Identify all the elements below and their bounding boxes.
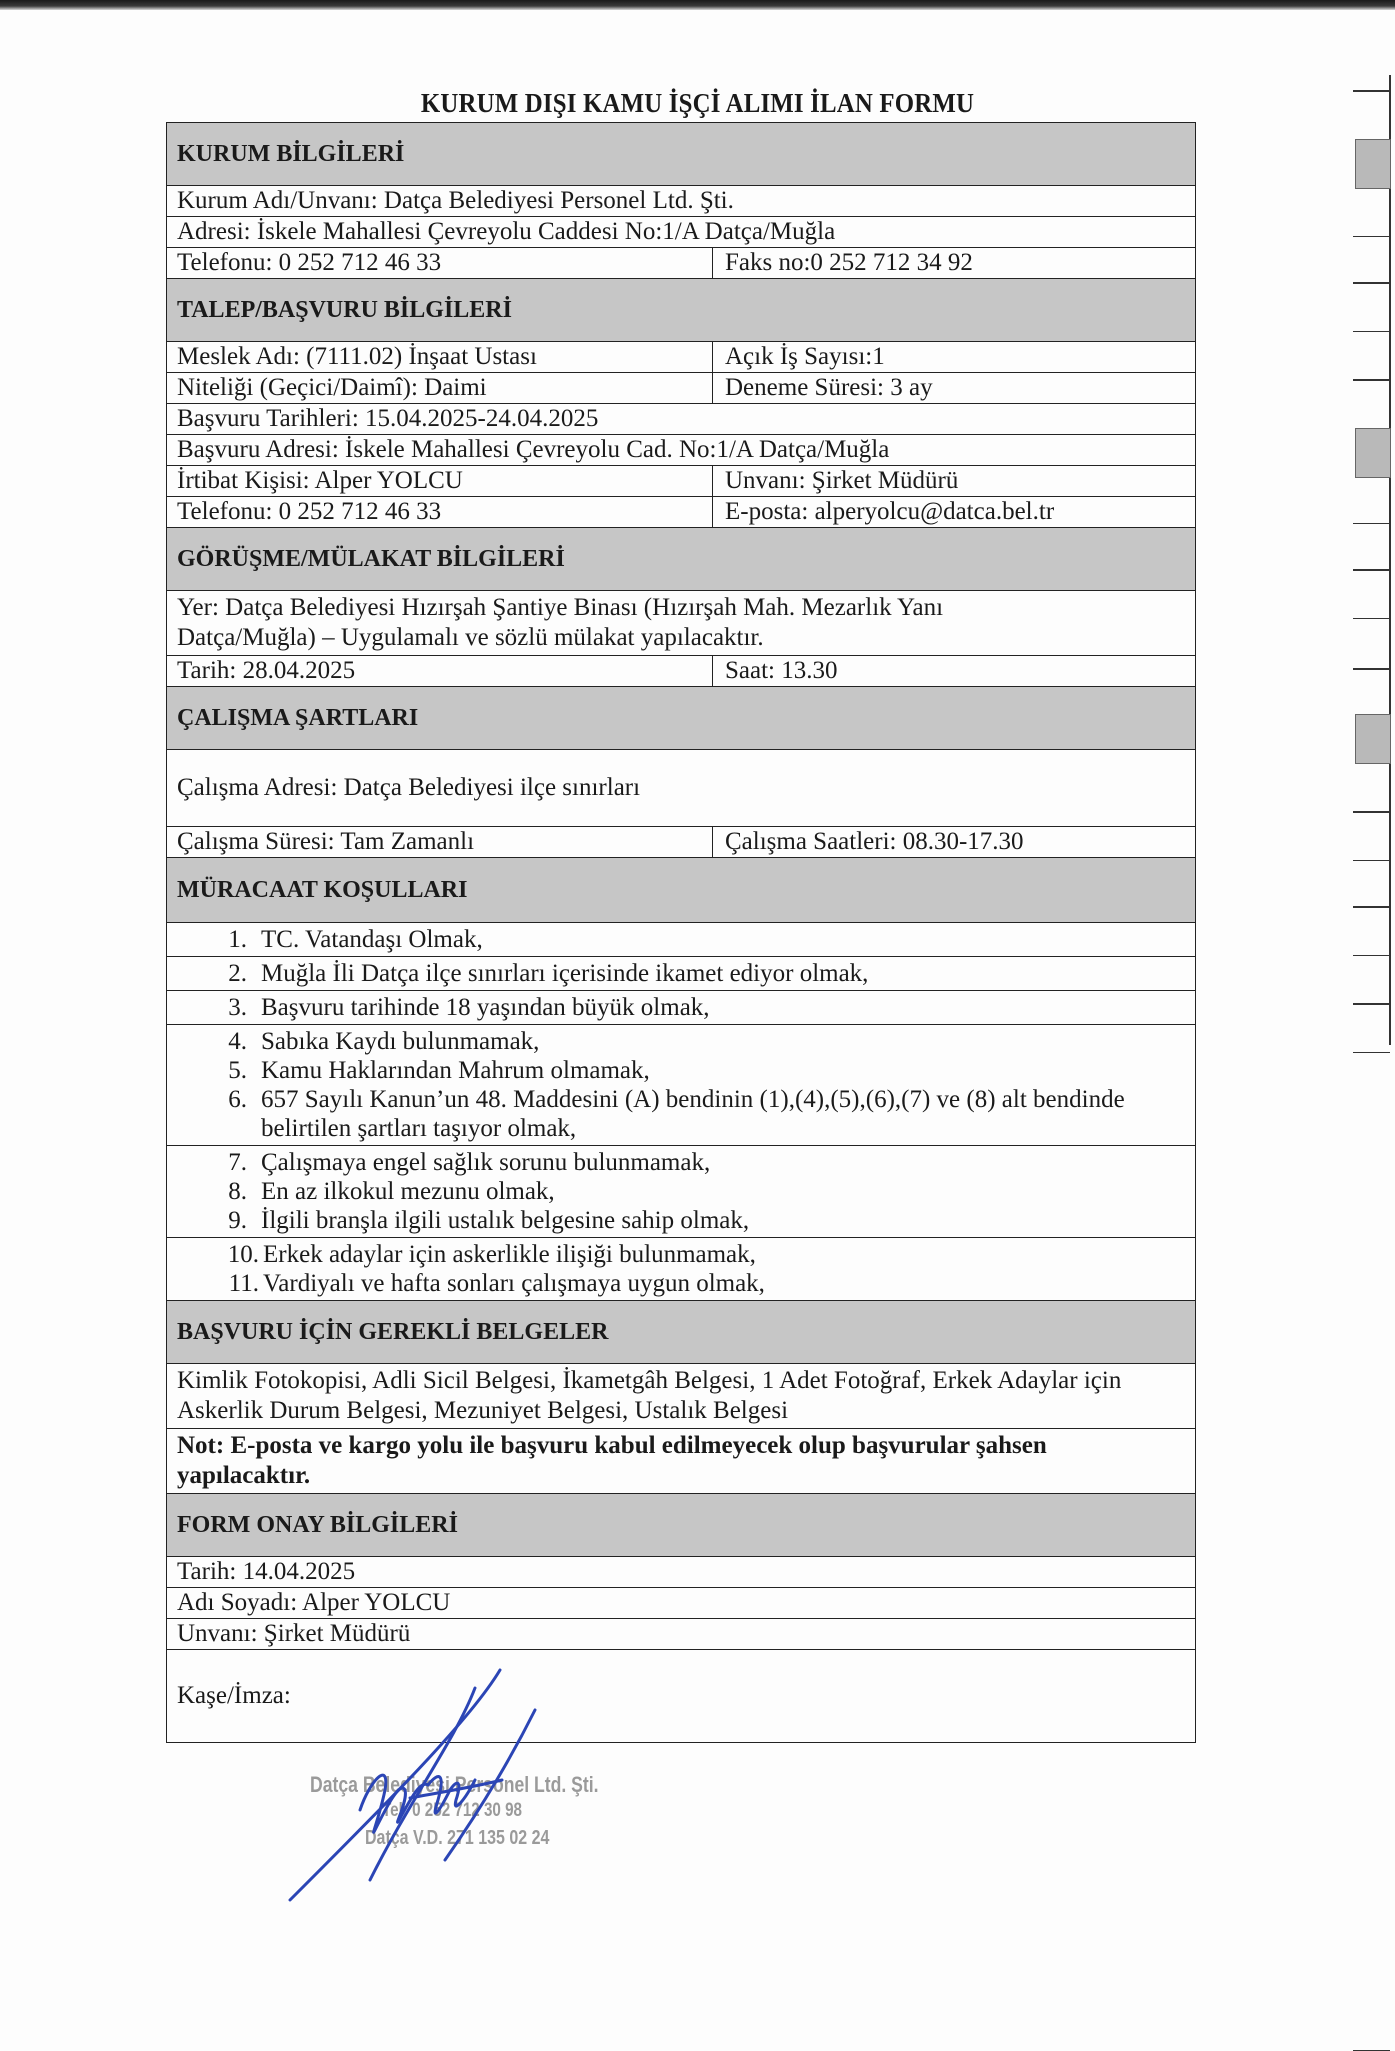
strip-gray-block <box>1355 428 1391 478</box>
requirement-item: 10. Erkek adaylar için askerlikle ilişiği bulunmamak, <box>227 1241 756 1268</box>
section-header-calisma: ÇALIŞMA ŞARTLARI <box>167 687 1195 750</box>
strip-tick <box>1353 1003 1390 1005</box>
signature-label: Kaşe/İmza: <box>177 1682 291 1709</box>
job-nature: Niteliği (Geçici/Daimî): Daimi <box>167 373 713 403</box>
section-header-kurum: KURUM BİLGİLERİ <box>167 123 1195 186</box>
row-approval-date <box>167 1557 1195 1588</box>
section-header-belgeler: BAŞVURU İÇİN GEREKLİ BELGELER <box>167 1301 1195 1364</box>
row-contact-phone <box>167 497 1195 528</box>
approver-name: Adı Soyadı: Alper YOLCU <box>177 1589 451 1616</box>
announcement-form <box>166 122 1196 1743</box>
strip-tick <box>1353 282 1390 284</box>
institution-address: Adresi: İskele Mahallesi Çevreyolu Caddesi No:1/A Datça/Muğla <box>177 218 836 245</box>
scan-calibration-strip <box>1353 60 1395 1060</box>
row-interview-place <box>167 591 1195 656</box>
requirements-group-6 <box>167 1238 1195 1301</box>
row-required-documents <box>167 1364 1195 1429</box>
requirement-item: 1. TC. Vatandaşı Olmak, <box>228 926 483 953</box>
approver-title: Unvanı: Şirket Müdürü <box>177 1620 411 1647</box>
section-header-talep: TALEP/BAŞVURU BİLGİLERİ <box>167 279 1195 342</box>
strip-tick <box>1353 860 1390 862</box>
institution-phone: Telefonu: 0 252 712 46 33 <box>167 248 713 278</box>
contact-person: İrtibat Kişisi: Alper YOLCU <box>167 466 713 496</box>
signature-icon <box>270 1650 590 1910</box>
requirements-group-2 <box>167 957 1195 991</box>
requirements-group-3 <box>167 991 1195 1025</box>
occupation-name: Meslek Adı: (7111.02) İnşaat Ustası <box>167 342 713 372</box>
institution-fax: Faks no:0 252 712 34 92 <box>725 249 973 276</box>
row-work-schedule <box>167 827 1195 858</box>
required-documents: Kimlik Fotokopisi, Adli Sicil Belgesi, İkametgâh Belgesi, 1 Adet Fotoğraf, Erkek Adaylar için Askerlik Durum Belgesi, Mezuniyet Belgesi, Ustalık Belgesi <box>177 1367 1122 1424</box>
approval-date: Tarih: 14.04.2025 <box>177 1558 356 1585</box>
section-header-muracaat: MÜRACAAT KOŞULLARI <box>167 858 1195 923</box>
requirement-item: 4. Sabıka Kaydı bulunmamak, <box>228 1028 540 1055</box>
application-note: Not: E-posta ve kargo yolu ile başvuru kabul edilmeyecek olup başvurular şahsen yapılacaktır. <box>177 1432 1047 1489</box>
strip-tick <box>1353 331 1390 333</box>
requirement-item: 7. Çalışmaya engel sağlık sorunu bulunmamak, <box>228 1149 711 1176</box>
row-kurum-contact <box>167 248 1195 279</box>
stamp-company: Datça Belediyesi Personel Ltd. Şti. <box>310 1772 599 1797</box>
strip-tick <box>1353 811 1390 813</box>
stamp-phone: Tel: 0 252 712 30 98 <box>382 1800 522 1821</box>
interview-place-line2: Datça/Muğla) – Uygulamalı ve sözlü mülakat yapılacaktır. <box>177 624 764 651</box>
section-header-gorusme: GÖRÜŞME/MÜLAKAT BİLGİLERİ <box>167 528 1195 591</box>
strip-tick <box>1353 90 1390 92</box>
stamp-tax-office: Datça V.D. 271 135 02 24 <box>365 1827 550 1849</box>
application-dates: Başvuru Tarihleri: 15.04.2025-24.04.2025 <box>177 405 599 432</box>
strip-tick <box>1353 236 1390 238</box>
document-title: KURUM DIŞI KAMU İŞÇİ ALIMI İLAN FORMU <box>420 88 975 118</box>
strip-tick <box>1353 379 1390 381</box>
strip-tick <box>1353 618 1390 620</box>
strip-edge <box>1389 75 1391 1045</box>
requirement-item: 2. Muğla İli Datça ilçe sınırları içerisinde ikamet ediyor olmak, <box>228 960 869 987</box>
strip-tick <box>1353 1052 1390 1054</box>
row-approver-title <box>167 1619 1195 1650</box>
row-work-address <box>167 750 1195 827</box>
row-note <box>167 1429 1195 1494</box>
strip-gray-block <box>1355 714 1391 764</box>
requirement-item: 11. Vardiyalı ve hafta sonları çalışmaya uygun olmak, <box>228 1270 765 1297</box>
application-address: Başvuru Adresi: İskele Mahallesi Çevreyolu Cad. No:1/A Datça/Muğla <box>177 436 890 463</box>
requirements-group-1 <box>167 923 1195 957</box>
strip-tick <box>1353 955 1390 957</box>
strip-tick <box>1353 668 1390 670</box>
strip-tick <box>1353 523 1390 525</box>
contact-email: E-posta: alperyolcu@datca.bel.tr <box>725 498 1055 525</box>
interview-time: Saat: 13.30 <box>725 657 838 684</box>
requirements-group-5 <box>167 1146 1195 1238</box>
row-application-address <box>167 435 1195 466</box>
requirement-item: 6. 657 Sayılı Kanun’un 48. Maddesini (A) bendinin (1),(4),(5),(6),(7) ve (8) alt bendinde belirtilen şartları taşıyor olmak, <box>228 1086 1125 1142</box>
row-interview-datetime <box>167 656 1195 687</box>
interview-date: Tarih: 28.04.2025 <box>167 656 713 686</box>
row-kurum-address <box>167 217 1195 248</box>
contact-phone: Telefonu: 0 252 712 46 33 <box>167 497 713 527</box>
work-duration: Çalışma Süresi: Tam Zamanlı <box>167 827 713 857</box>
trial-period: Deneme Süresi: 3 ay <box>725 374 933 401</box>
strip-tick <box>1353 906 1390 908</box>
strip-gray-block <box>1355 139 1391 189</box>
scan-edge-shadow <box>0 0 1395 10</box>
interview-place-line1: Yer: Datça Belediyesi Hızırşah Şantiye Binası (Hızırşah Mah. Mezarlık Yanı <box>177 594 944 621</box>
requirement-item: 9. İlgili branşla ilgili ustalık belgesine sahip olmak, <box>228 1207 750 1234</box>
contact-title: Unvanı: Şirket Müdürü <box>725 467 959 494</box>
work-address: Çalışma Adresi: Datça Belediyesi ilçe sınırları <box>177 774 641 801</box>
requirement-item: 8. En az ilkokul mezunu olmak, <box>228 1178 555 1205</box>
requirements-group-4 <box>167 1025 1195 1146</box>
requirement-item: 3. Başvuru tarihinde 18 yaşından büyük olmak, <box>228 994 710 1021</box>
open-job-count: Açık İş Sayısı:1 <box>725 343 885 370</box>
row-nature <box>167 373 1195 404</box>
strip-tick <box>1353 569 1390 571</box>
row-contact-person <box>167 466 1195 497</box>
requirement-item: 5. Kamu Haklarından Mahrum olmamak, <box>228 1057 650 1084</box>
row-occupation <box>167 342 1195 373</box>
row-kurum-name <box>167 186 1195 217</box>
section-header-onay: FORM ONAY BİLGİLERİ <box>167 1494 1195 1557</box>
row-approver-name <box>167 1588 1195 1619</box>
work-hours: Çalışma Saatleri: 08.30-17.30 <box>725 828 1024 855</box>
institution-name: Kurum Adı/Unvanı: Datça Belediyesi Personel Ltd. Şti. <box>177 187 734 214</box>
row-application-dates <box>167 404 1195 435</box>
